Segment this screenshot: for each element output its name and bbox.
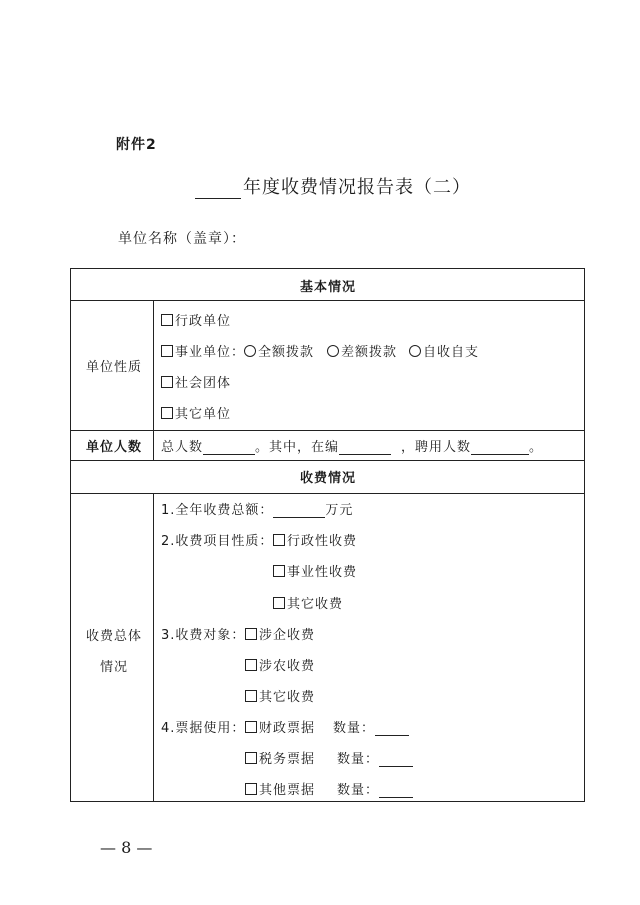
row-divider xyxy=(70,300,585,301)
fiscal-receipt-qty: 数量： xyxy=(333,717,409,736)
checkbox-icon[interactable] xyxy=(245,659,257,671)
row-divider xyxy=(70,493,585,494)
qty-blank[interactable] xyxy=(379,753,413,767)
checkbox-icon[interactable] xyxy=(245,628,257,640)
option-enterprise-fee[interactable]: 涉企收费 xyxy=(245,624,315,643)
fee-overall-label-1: 收费总体 xyxy=(86,629,143,644)
option-social-group[interactable]: 社会团体 xyxy=(161,372,231,391)
other-receipt-qty: 数量： xyxy=(337,779,413,798)
qty-blank[interactable] xyxy=(375,722,409,736)
checkbox-icon[interactable] xyxy=(245,721,257,733)
fee-target-label: 3.收费对象： xyxy=(161,628,246,643)
unit-name-label: 单位名称（盖章）： xyxy=(118,231,246,247)
option-other-target-fee[interactable]: 其它收费 xyxy=(245,686,315,705)
form-title xyxy=(195,173,471,199)
form-title-text: 年度收费情况报告表（二） xyxy=(243,177,471,198)
checkbox-icon[interactable] xyxy=(245,783,257,795)
checkbox-icon[interactable] xyxy=(245,690,257,702)
option-public-fee[interactable]: 事业性收费 xyxy=(273,561,357,580)
section-fee-header: 收费情况 xyxy=(300,471,357,486)
page-number: — 8 — xyxy=(100,838,153,857)
option-diff-funding[interactable]: 差额拨款 xyxy=(327,341,397,360)
section-basic-header: 基本情况 xyxy=(300,280,357,295)
option-fiscal-receipt[interactable]: 财政票据 xyxy=(245,717,315,736)
fee-nature-label: 2.收费项目性质： xyxy=(161,534,274,549)
staff-count-row: 总人数 。其中，在编 ，聘用人数 。 xyxy=(161,440,544,455)
hired-staff-blank[interactable] xyxy=(471,441,529,455)
option-other-receipt[interactable]: 其他票据 xyxy=(245,779,315,798)
checkbox-icon[interactable] xyxy=(161,345,173,357)
fee-total-row: 1.全年收费总额： 万元 xyxy=(161,503,354,518)
radio-icon[interactable] xyxy=(244,345,256,357)
option-tax-receipt[interactable]: 税务票据 xyxy=(245,748,315,767)
attachment-label: 附件2 xyxy=(116,137,157,153)
option-agri-fee[interactable]: 涉农收费 xyxy=(245,655,315,674)
year-blank[interactable] xyxy=(195,180,241,199)
row-divider xyxy=(70,460,585,461)
checkbox-icon[interactable] xyxy=(161,314,173,326)
radio-icon[interactable] xyxy=(409,345,421,357)
staff-label: 单位人数 xyxy=(86,440,143,455)
option-other-unit[interactable]: 其它单位 xyxy=(161,403,231,422)
checkbox-icon[interactable] xyxy=(273,565,285,577)
option-full-funding[interactable]: 全额拨款 xyxy=(244,341,314,360)
fee-overall-label-2: 情况 xyxy=(100,660,129,675)
column-divider xyxy=(153,493,154,802)
unit-nature-label: 单位性质 xyxy=(86,360,143,375)
option-admin-fee[interactable]: 行政性收费 xyxy=(273,530,357,549)
established-staff-blank[interactable] xyxy=(339,441,391,455)
checkbox-icon[interactable] xyxy=(161,376,173,388)
checkbox-icon[interactable] xyxy=(245,752,257,764)
receipt-label: 4.票据使用： xyxy=(161,721,246,736)
fee-total-blank[interactable] xyxy=(273,504,325,518)
qty-blank[interactable] xyxy=(379,784,413,798)
column-divider xyxy=(153,300,154,460)
row-divider xyxy=(70,430,585,431)
total-staff-blank[interactable] xyxy=(203,441,255,455)
radio-icon[interactable] xyxy=(327,345,339,357)
option-self-funding[interactable]: 自收自支 xyxy=(409,341,479,360)
checkbox-icon[interactable] xyxy=(161,407,173,419)
option-other-fee[interactable]: 其它收费 xyxy=(273,593,343,612)
option-public-unit[interactable]: 事业单位： xyxy=(161,341,245,360)
tax-receipt-qty: 数量： xyxy=(337,748,413,767)
checkbox-icon[interactable] xyxy=(273,534,285,546)
checkbox-icon[interactable] xyxy=(273,597,285,609)
option-admin-unit[interactable]: 行政单位 xyxy=(161,310,231,329)
